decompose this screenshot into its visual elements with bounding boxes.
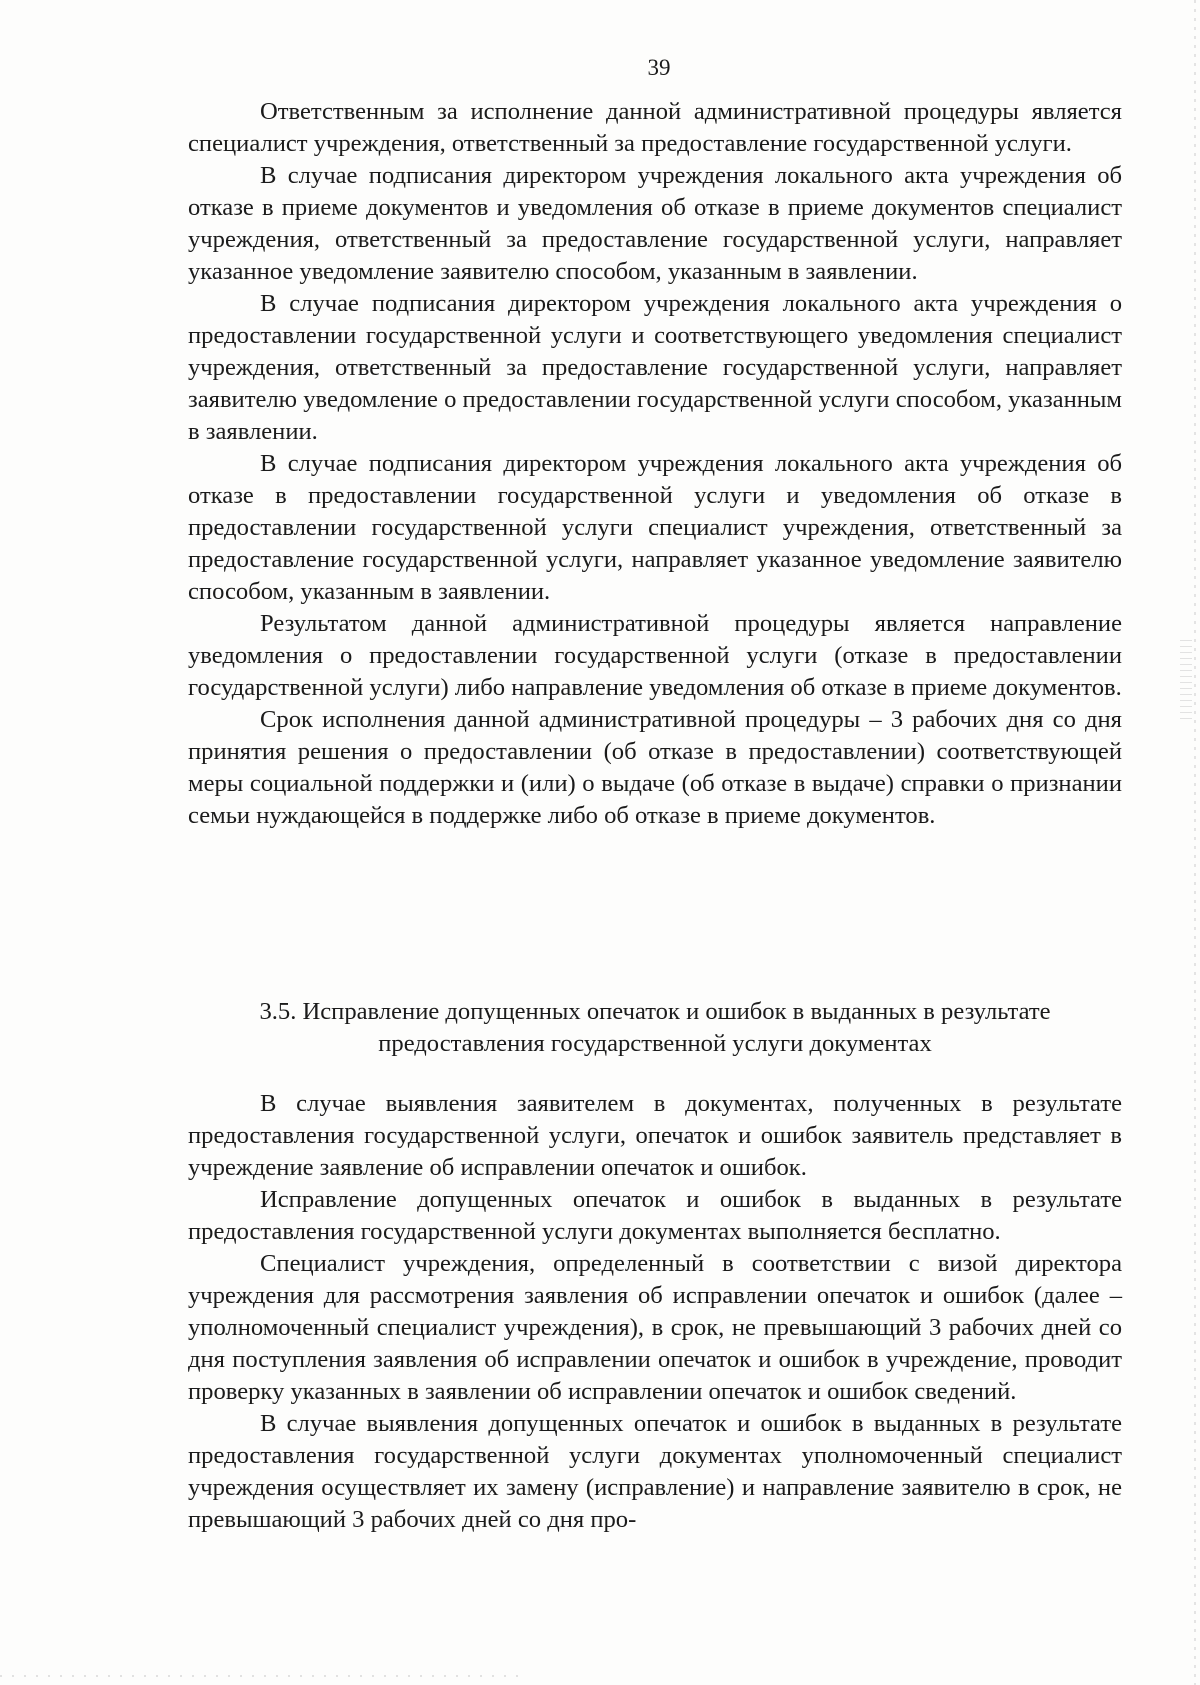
section-heading-line: 3.5. Исправление допущенных опечаток и ошибок в выданных в результате: [259, 998, 1051, 1025]
scan-edge-artifact: [1194, 0, 1196, 1685]
paragraph: В случае подписания директором учреждения локального акта учреждения о предоставлении государственной услуги и соответствующего уведомления специалист учреждения, ответственный за предоставление государственной услуги, направляет заявителю уведомление о предоставлении государственной услуги способом, указанным в заявлении.: [188, 290, 1122, 445]
paragraph: В случае выявления заявителем в документах, полученных в результате предоставления государственной услуги, опечаток и ошибок заявитель представляет в учреждение заявление об исправлении опечаток и ошибок.: [188, 1090, 1122, 1181]
paragraph: В случае подписания директором учреждения локального акта учреждения об отказе в приеме документов и уведомления об отказе в приеме документов специалист учреждения, ответственный за предоставление государственной услуги, направляет указанное уведомление заявителю способом, указанным в заявлении.: [188, 162, 1122, 285]
paragraph: В случае выявления допущенных опечаток и ошибок в выданных в результате предоставления государственной услуги документах уполномоченный специалист учреждения осуществляет их замену (исправление) и направление заявителю в срок, не превышающий 3 рабочих дней со дня про-: [188, 1410, 1122, 1533]
section-heading: [188, 996, 1122, 1060]
paragraph: Результатом данной административной процедуры является направление уведомления о предоставлении государственной услуги (отказе в предоставлении государственной услуги) либо направление уведомления об отказе в приеме документов.: [188, 610, 1122, 701]
section-heading-line: предоставления государственной услуги документах: [378, 1030, 932, 1057]
paragraph: В случае подписания директором учреждения локального акта учреждения об отказе в предоставлении государственной услуги и уведомления об отказе в предоставлении государственной услуги специалист учреждения, ответственный за предоставление государственной услуги, направляет указанное уведомление заявителю способом, указанным в заявлении.: [188, 450, 1122, 605]
text-block-before: [188, 96, 1122, 832]
paragraph: Специалист учреждения, определенный в соответствии с визой директора учреждения для рассмотрения заявления об исправлении опечаток и ошибок (далее – уполномоченный специалист учреждения), в срок, не превышающий 3 рабочих дней со дня поступления заявления об исправлении опечаток и ошибок в учреждение, проводит проверку указанных в заявлении об исправлении опечаток и ошибок сведений.: [188, 1250, 1122, 1405]
paragraph: Срок исполнения данной административной процедуры – 3 рабочих дня со дня принятия решения о предоставлении (об отказе в предоставлении) соответствующей меры социальной поддержки и (или) о выдаче (об отказе в выдаче) справки о признании семьи нуждающейся в поддержке либо об отказе в приеме документов.: [188, 706, 1122, 829]
paragraph: Ответственным за исполнение данной административной процедуры является специалист учреждения, ответственный за предоставление государственной услуги.: [188, 98, 1122, 157]
paragraph: Исправление допущенных опечаток и ошибок в выданных в результате предоставления государственной услуги документах выполняется бесплатно.: [188, 1186, 1122, 1245]
text-block-after: [188, 1088, 1122, 1536]
page-number: 39: [647, 55, 671, 80]
scan-specks-artifact: [1180, 640, 1192, 720]
scan-bottom-artifact: [0, 1675, 520, 1677]
